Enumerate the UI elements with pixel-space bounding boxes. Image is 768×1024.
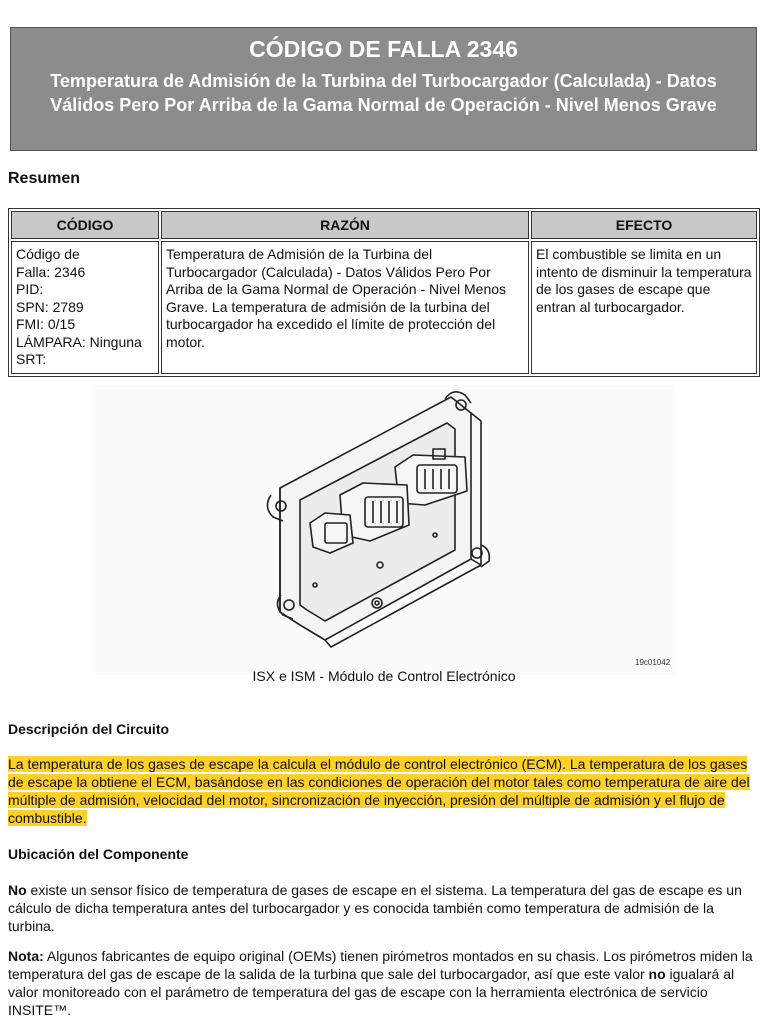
table-header-row — [11, 211, 757, 239]
column-header-codigo: CÓDIGO — [11, 211, 159, 239]
page-title: CÓDIGO DE FALLA 2346 — [249, 36, 518, 62]
circuit-description-text — [8, 755, 760, 827]
ecm-module-illustration — [95, 385, 675, 675]
column-header-razon: RAZÓN — [161, 211, 529, 239]
table-row — [11, 241, 757, 374]
paragraph-text: igualará al valor monitoreado con el parámetro de temperatura del gas de escape con la herramienta electrónica de servicio INSITE™. — [8, 966, 735, 1018]
fault-code-header — [10, 27, 757, 151]
razon-cell: Temperatura de Admisión de la Turbina del Turbocargador (Calculada) - Datos Válidos Pero Por Arriba de la Gama Normal de Operación - Nivel Menos Grave. La temperatura de admisión de la turbina del turbocargador ha excedido el límite de protección del motor. — [161, 241, 529, 374]
figure-caption: ISX e ISM - Módulo de Control Electrónico — [252, 668, 516, 684]
paragraph-text: existe un sensor físico de temperatura de gases de escape en el sistema. La temperatura del gas de escape es un cálculo de dicha temperatura antes del turbocargador y es conocida también como temperatura de admisión de la turbina. — [8, 882, 742, 934]
codigo-line: Código de — [16, 246, 80, 262]
column-header-efecto: EFECTO — [531, 211, 757, 239]
codigo-line: SPN: 2789 — [16, 298, 84, 315]
codigo-line: FMI: 0/15 — [16, 316, 76, 332]
component-location-heading: Ubicación del Componente — [8, 846, 189, 862]
codigo-line: SRT: — [16, 351, 47, 367]
figure-code: 19c01042 — [635, 658, 671, 667]
highlighted-text: La temperatura de los gases de escape la calcula el módulo de control electrónico (ECM). La temperatura de los gases de escape la obtiene el ECM, basándose en las condiciones de operación del motor tales como temperatura de aire del múltiple de admisión, velocidad del motor, sincronización de inyección, presión del múltiple de admisión y el flujo de combustible. — [8, 756, 750, 826]
summary-table — [8, 208, 760, 377]
note-label: Nota: — [8, 948, 44, 964]
note-paragraph — [8, 947, 760, 1019]
codigo-line: Falla: 2346 — [16, 263, 86, 280]
circuit-description-heading: Descripción del Circuito — [8, 721, 170, 737]
codigo-line: PID: — [16, 281, 44, 297]
codigo-cell — [11, 241, 159, 374]
efecto-cell: El combustible se limita en un intento de disminuir la temperatura de los gases de escape que entran al turbocargador. — [531, 241, 757, 374]
summary-heading: Resumen — [8, 170, 81, 187]
page-subtitle: Temperatura de Admisión de la Turbina del Turbocargador (Calculada) - Datos Válidos Pero Por Arriba de la Gama Normal de Operación - Nivel Menos Grave — [50, 71, 717, 115]
paragraph-text: Algunos fabricantes de equipo original (OEMs) tienen pirómetros montados en su chasis. Los pirómetros miden la temperatura del gas de escape de la salida de la turbina que sale del turbocargador, así que este valor — [8, 948, 753, 982]
bold-no: No — [8, 882, 27, 898]
bold-no: no — [648, 966, 666, 982]
component-location-paragraph — [8, 881, 760, 935]
codigo-line: LÁMPARA: Ninguna — [16, 333, 142, 350]
